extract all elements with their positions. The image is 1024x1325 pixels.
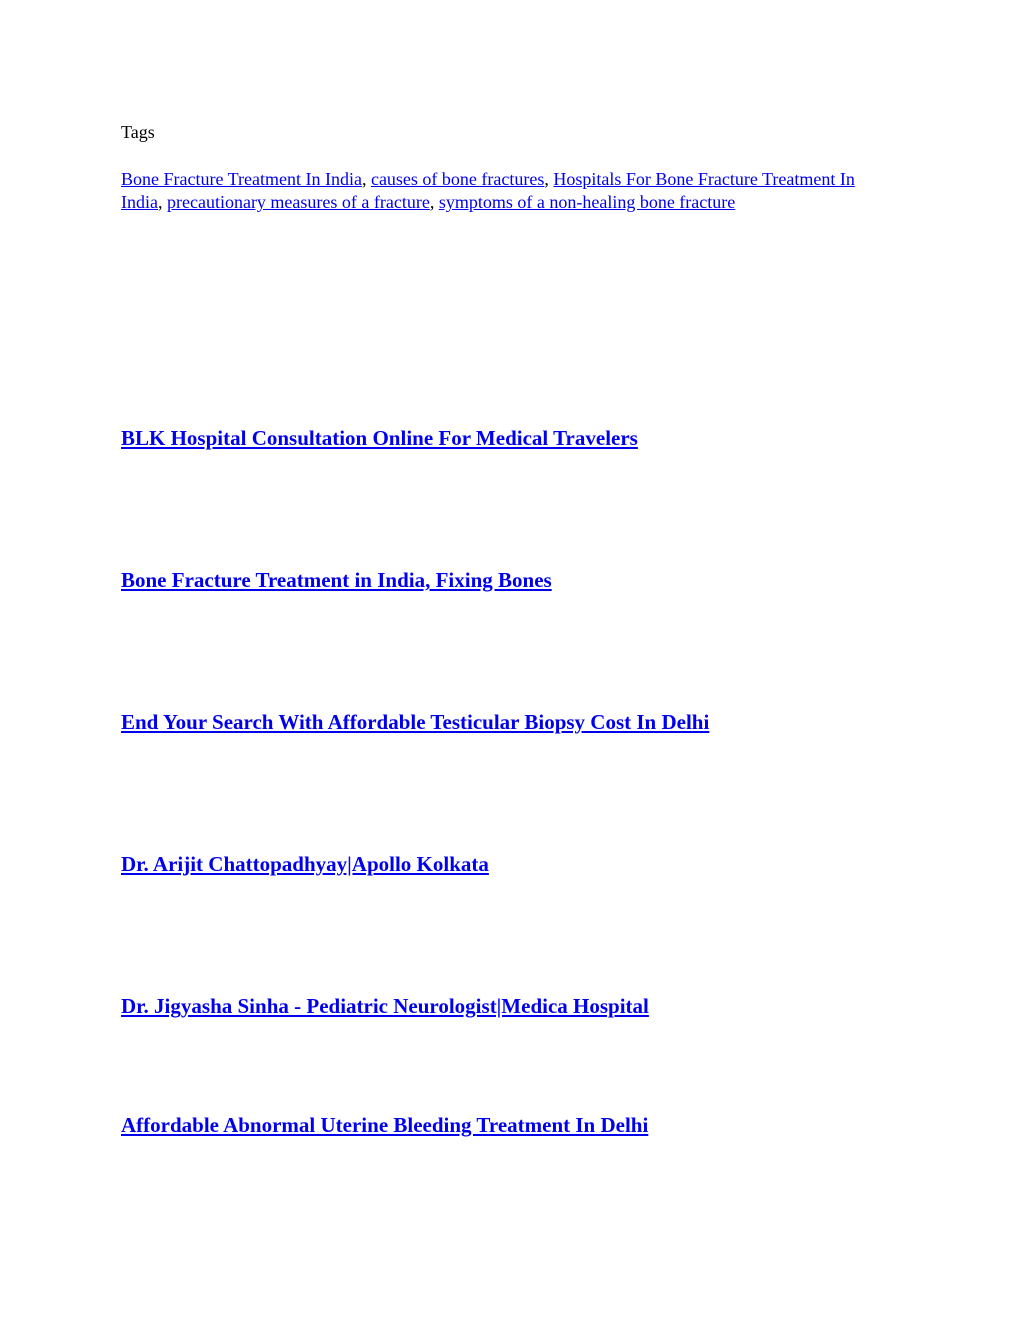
tag-separator: , xyxy=(544,169,554,189)
tag-link-precautionary-measures[interactable]: precautionary measures of a fracture xyxy=(166,192,430,212)
related-article-link[interactable]: End Your Search With Affordable Testicular Biopsy Cost In Delhi xyxy=(121,710,710,734)
tag-list xyxy=(121,168,881,214)
related-article-link[interactable]: BLK Hospital Consultation Online For Medical Travelers xyxy=(121,426,638,450)
related-article-4 xyxy=(121,851,489,877)
related-article-link[interactable]: Affordable Abnormal Uterine Bleeding Treatment In Delhi xyxy=(121,1113,649,1137)
tag-separator: , xyxy=(157,192,167,212)
related-article-5 xyxy=(121,993,649,1019)
related-article-link[interactable]: Dr. Jigyasha Sinha - Pediatric Neurologist|Medica Hospital xyxy=(121,994,649,1018)
tag-link-causes-of-bone-fractures[interactable]: causes of bone fractures xyxy=(370,169,545,189)
tag-link-hospitals-for-bone-fracture[interactable]: Hospitals For Bone Fracture Treatment In India xyxy=(121,169,855,212)
tag-separator: , xyxy=(361,169,371,189)
tag-link-bone-fracture-treatment-in-india[interactable]: Bone Fracture Treatment In India xyxy=(121,169,362,189)
related-article-6 xyxy=(121,1112,648,1138)
related-article-link[interactable]: Bone Fracture Treatment in India, Fixing Bones xyxy=(121,568,552,592)
tags-heading: Tags xyxy=(121,122,155,142)
related-article-3 xyxy=(121,709,709,735)
tag-link-non-healing-fracture-symptoms[interactable]: symptoms of a non-healing bone fracture xyxy=(438,192,736,212)
related-article-1 xyxy=(121,425,638,451)
related-article-link[interactable]: Dr. Arijit Chattopadhyay|Apollo Kolkata xyxy=(121,852,489,876)
related-article-2 xyxy=(121,567,552,593)
tag-separator: , xyxy=(429,192,439,212)
